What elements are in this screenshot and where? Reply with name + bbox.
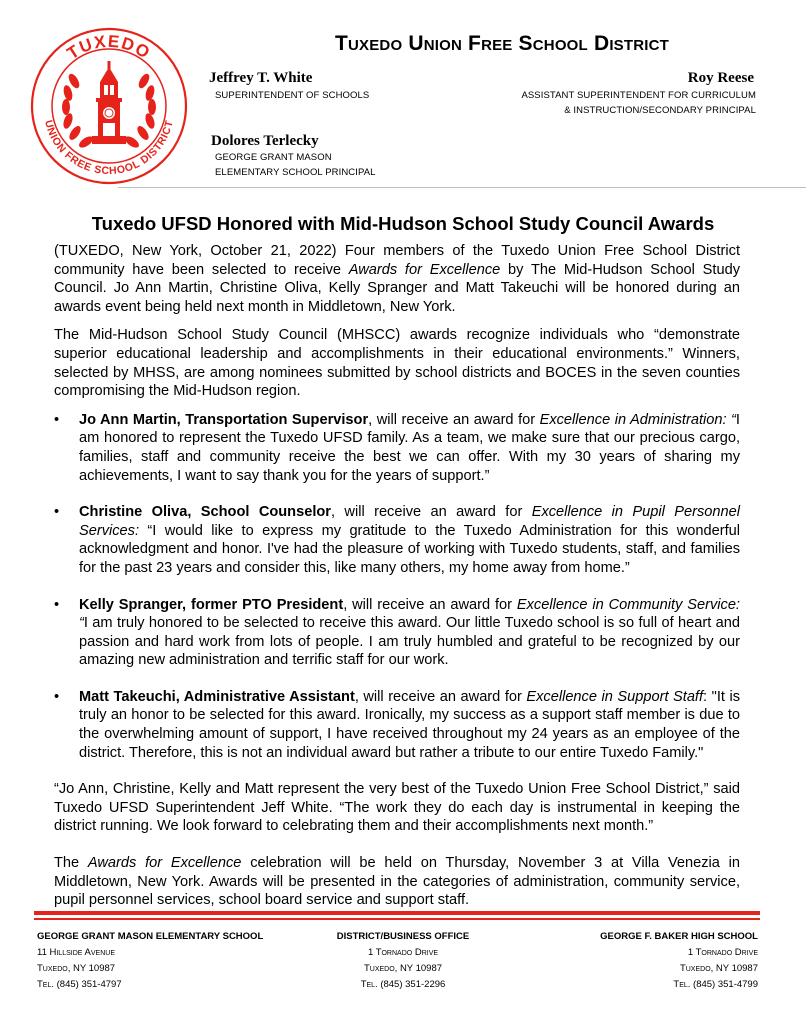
assistant-superintendent-title xyxy=(521,88,756,118)
assistant-superintendent-title-line1: ASSISTANT SUPERINTENDENT FOR CURRICULUM xyxy=(521,90,756,101)
footer-district-office xyxy=(300,929,506,993)
footer-phone: Tel. (845) 351-4799 xyxy=(673,979,758,990)
bullet-icon: • xyxy=(54,504,60,521)
bullet-icon: • xyxy=(54,596,60,613)
award-category: Excellence in Support Staff xyxy=(526,688,704,705)
award-recipient: Kelly Spranger, former PTO President xyxy=(79,596,344,613)
awards-list xyxy=(54,411,740,763)
superintendent-quote-paragraph: “Jo Ann, Christine, Kelly and Matt represent the very best of the Tuxedo Union Free School District,” said Tuxedo UFSD Superintendent Jeff White. “The work they do each day is instrumental in keeping the district running. We look forward to celebrating them and their accomplishments next month.” xyxy=(54,781,740,835)
footer-phone: Tel. (845) 351-4797 xyxy=(37,979,122,990)
principal-title xyxy=(215,150,376,180)
header-divider xyxy=(118,187,806,188)
award-quote: I am truly honored to be selected to receive this award. Our little Tuxedo school is so full of heart and passion and hard work from lots of people. I am truly humbled and grateful to be recognized by our amazing new administration and terrific staff for our work. xyxy=(79,615,740,669)
intro-paragraph: (TUXEDO, New York, October 21, 2022) Four members of the Tuxedo Union Free School District community have been selected to receive Awards for Excellence by The Mid-Hudson School Study Council. Jo Ann Martin, Christine Oliva, Kelly Spranger and Matt Takeuchi will be honored during an awards event being held next month in Middletown, New York. xyxy=(54,243,740,315)
footer-address: 1 Tornado Drive xyxy=(367,947,439,958)
footer-office-name: DISTRICT/BUSINESS OFFICE xyxy=(336,931,470,942)
award-category: Excellence in Pupil Personnel Services: xyxy=(79,504,740,539)
seal-bottom-text: UNION FREE SCHOOL DISTRICT xyxy=(42,118,176,178)
footer-high-school xyxy=(600,929,758,993)
award-recipient: Jo Ann Martin, Transportation Supervisor xyxy=(79,411,369,428)
footer-address: 11 Hillside Avenue xyxy=(37,947,115,958)
award-category: Excellence in Community Service: “ xyxy=(79,596,740,632)
award-item: • Matt Takeuchi, Administrative Assistant, will receive an award for Excellence in Support Staff: "It is truly an honor to be selected for this award. Ironically, my success as a support staff member is due to the overwhelming amount of support, I have received throughout my 24 years as an employee of the district. Therefore, this is not an individual award but rather a tribute to our entire Tuxedo Family." xyxy=(54,688,740,761)
article-headline: Tuxedo UFSD Honored with Mid-Hudson School Study Council Awards xyxy=(91,213,715,234)
award-item: • Kelly Spranger, former PTO President, will receive an award for Excellence in Community Service: “I am truly honored to be selected to receive this award. Our little Tuxedo school is so full of heart and passion and hard work from lots of people. I am truly humbled and grateful to be recognized by our amazing new administration and terrific staff for our work. xyxy=(54,596,740,669)
footer-city: Tuxedo, NY 10987 xyxy=(37,963,116,974)
award-item: • Christine Oliva, School Counselor, will receive an award for Excellence in Pupil Personnel Services: “I would like to express my gratitude to the Tuxedo Administration for this wonderful acknowledgment and honor. I've had the pleasure of working with Tuxedo students, staff, and families for the past 23 years and consider this, like many others, my home away from home.” xyxy=(54,504,740,576)
principal-title-line1: GEORGE GRANT MASON xyxy=(215,152,332,163)
celebration-paragraph: The Awards for Excellence celebration will be held on Thursday, November 3 at Villa Venezia in Middletown, New York. Awards will be presented in the categories of administration, community service, pupil personnel services, school board service and support staff. xyxy=(54,855,740,909)
bullet-icon: • xyxy=(54,411,60,428)
footer-elementary-school xyxy=(37,929,263,993)
award-recipient: Christine Oliva, School Counselor xyxy=(79,504,331,521)
footer-divider-thin xyxy=(34,918,760,920)
district-name: Tuxedo Union Free School District xyxy=(334,32,670,55)
award-item: • Jo Ann Martin, Transportation Supervisor, will receive an award for Excellence in Administration: “I am honored to represent the Tuxedo UFSD family. As a team, we make sure that our precious cargo, families, staff and community receive the best we can offer. With my 30 years of sharing my achievements, I want to say thank you for the years of support.” xyxy=(54,411,740,484)
footer-school-name: GEORGE F. BAKER HIGH SCHOOL xyxy=(600,931,758,942)
footer-divider-thick xyxy=(34,911,760,915)
award-recipient: Matt Takeuchi, Administrative Assistant xyxy=(79,688,355,705)
article-body xyxy=(54,242,740,920)
footer-phone: Tel. (845) 351-2296 xyxy=(360,979,446,990)
seal-top-text: TUXEDO xyxy=(63,31,155,64)
footer-city: Tuxedo, NY 10987 xyxy=(679,963,758,974)
award-quote: : "It is truly an honor to be selected for this award. Ironically, my success as a support staff member is due to the overwhelming amount of support, I have received throughout my 24 years as an employee of the district. Therefore, this is not an individual award but rather a tribute to our entire Tuxedo Family." xyxy=(79,688,740,761)
district-seal-logo xyxy=(30,27,188,185)
superintendent-name: Jeffrey T. White xyxy=(209,70,313,86)
superintendent-title: SUPERINTENDENT OF SCHOOLS xyxy=(215,90,370,101)
award-quote: I am honored to represent the Tuxedo UFSD family. As a team, we make sure that our precious cargo, families, staff and community receive the best we can offer. With my 30 years of sharing my achievements, I want to say thank you for the years of support.” xyxy=(79,411,740,484)
footer-school-name: GEORGE GRANT MASON ELEMENTARY SCHOOL xyxy=(37,931,264,942)
assistant-superintendent-title-line2: & INSTRUCTION/SECONDARY PRINCIPAL xyxy=(564,105,756,116)
footer-address: 1 Tornado Drive xyxy=(687,947,758,958)
footer-city: Tuxedo, NY 10987 xyxy=(363,963,443,974)
mhscc-paragraph: The Mid-Hudson School Study Council (MHSCC) awards recognize individuals who “demonstrate superior educational leadership and accomplishments in their educational environments.” Winners, selected by MHSS, are among nominees submitted by school districts and BOCES in the seven counties compromising the Mid-Hudson region. xyxy=(54,327,740,400)
award-category: Excellence in Administration: “ xyxy=(539,411,736,428)
bullet-icon: • xyxy=(54,688,60,705)
assistant-superintendent-name: Roy Reese xyxy=(687,70,754,86)
principal-title-line2: ELEMENTARY SCHOOL PRINCIPAL xyxy=(215,167,376,178)
principal-name: Dolores Terlecky xyxy=(211,133,319,149)
award-quote: “I would like to express my gratitude to the Tuxedo Administration for this wonderful acknowledgment and honor. I've had the pleasure of working with Tuxedo students, staff, and families for the past 23 years and consider this, like many others, my home away from home.” xyxy=(79,522,740,576)
